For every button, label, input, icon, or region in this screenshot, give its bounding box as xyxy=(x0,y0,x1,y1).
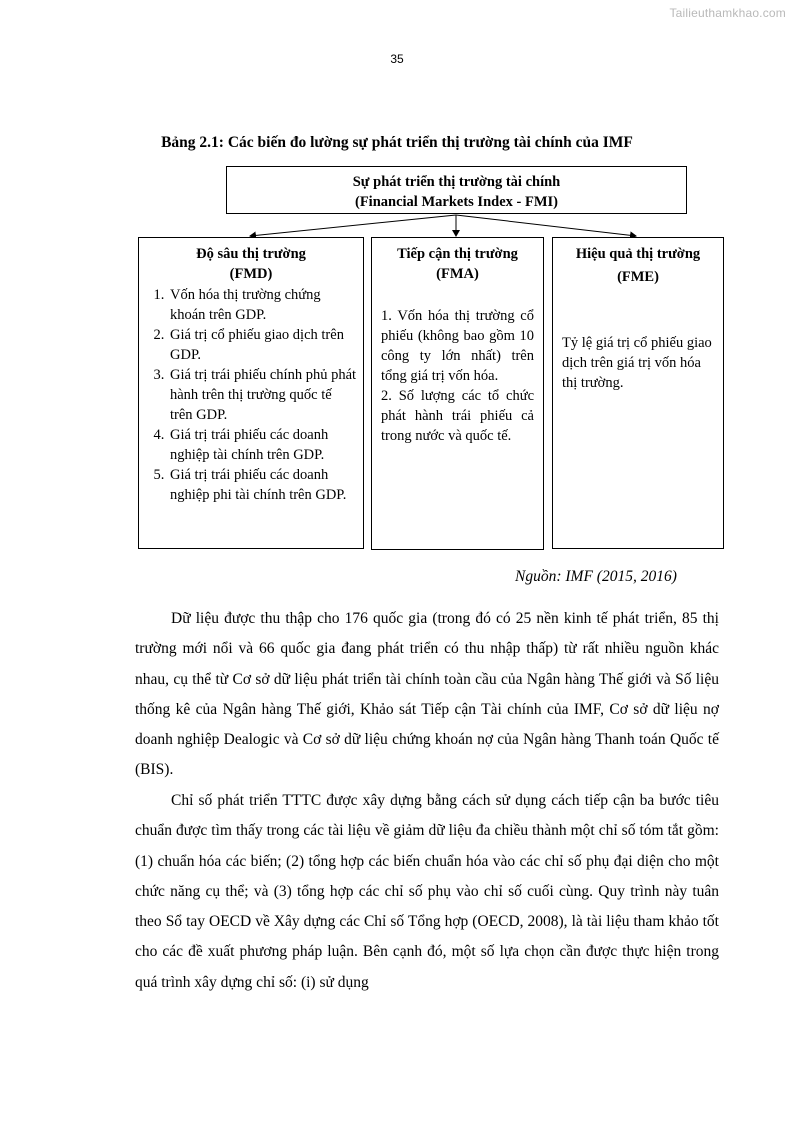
fme-code: (FME) xyxy=(617,269,659,285)
fmd-list xyxy=(139,285,363,505)
paragraph-2 xyxy=(135,786,719,998)
fma-code: (FMA) xyxy=(436,266,479,282)
source-note: Nguồn: IMF (2015, 2016) xyxy=(515,568,677,585)
fmd-item: 5. Giá trị trái phiếu các doanh nghiệp phi tài chính trên GDP. xyxy=(168,465,357,505)
fmd-title: Độ sâu thị trường xyxy=(196,246,306,262)
fma-title: Tiếp cận thị trường xyxy=(397,246,518,262)
fmd-item: 1. Vốn hóa thị trường chứng khoán trên GDP. xyxy=(168,285,357,325)
fmd-box xyxy=(138,237,364,549)
fma-item-1: 1. Vốn hóa thị trường cổ phiếu (không bao gồm 10 công ty lớn nhất) trên tổng giá trị vốn hóa. xyxy=(381,308,534,384)
fme-box xyxy=(552,237,724,549)
fma-box xyxy=(371,237,544,550)
paragraph-1-text: Dữ liệu được thu thập cho 176 quốc gia (trong đó có 25 nền kinh tế phát triển, 85 thị trường mới nổi và 66 quốc gia đang phát triển có thu nhập thấp) từ rất nhiều nguồn khác nhau, cụ thể từ Cơ sở dữ liệu phát triển tài chính toàn cầu của Ngân hàng Thế giới và Số liệu thống kê của Ngân hàng Thế giới, Khảo sát Tiếp cận Tài chính của IMF, Cơ sở dữ liệu nợ doanh nghiệp Dealogic và Cơ sở dữ liệu chứng khoán nợ của Ngân hàng Thanh toán Quốc tế (BIS). xyxy=(135,610,719,779)
fmd-item: 2. Giá trị cổ phiếu giao dịch trên GDP. xyxy=(168,325,357,365)
fmd-item: 4. Giá trị trái phiếu các doanh nghiệp tài chính trên GDP. xyxy=(168,425,357,465)
paragraph-2-text: Chỉ số phát triển TTTC được xây dựng bằng cách sử dụng cách tiếp cận ba bước tiêu chuẩn được tìm thấy trong các tài liệu về giảm dữ liệu đa chiều thành một chỉ số tóm tắt gồm: (1) chuẩn hóa các biến; (2) tổng hợp các biến chuẩn hóa vào các chỉ số phụ đại diện cho một chức năng cụ thể; và (3) tổng hợp các chỉ số phụ vào chỉ số cuối cùng. Quy trình này tuân theo Sổ tay OECD về Xây dựng các Chỉ số Tổng hợp (OECD, 2008), là tài liệu tham khảo tốt cho các đề xuất phương pháp luận. Bên cạnh đó, một số lựa chọn cần được thực hiện trong quá trình xây dựng chỉ số: (i) sử dụng xyxy=(135,792,719,991)
table-caption: Bảng 2.1: Các biến đo lường sự phát triển thị trường tài chính của IMF xyxy=(161,134,633,151)
arrow-to-fmd xyxy=(250,215,456,236)
diagram-connectors xyxy=(0,0,794,260)
fma-item-2: 2. Số lượng các tổ chức phát hành trái phiếu cả trong nước và quốc tế. xyxy=(381,388,534,444)
fmd-code: (FMD) xyxy=(229,266,273,282)
arrow-to-fme xyxy=(456,215,636,236)
page-number: 35 xyxy=(390,52,404,66)
fmi-title: Sự phát triển thị trường tài chính xyxy=(352,174,561,190)
fmi-subtitle: (Financial Markets Index - FMI) xyxy=(355,194,558,210)
fmd-item: 3. Giá trị trái phiếu chính phủ phát hành trên thị trường quốc tế trên GDP. xyxy=(168,365,357,425)
watermark: Tailieuthamkhao.com xyxy=(669,6,786,20)
fme-text: Tỷ lệ giá trị cổ phiếu giao dịch trên giá trị vốn hóa thị trường. xyxy=(562,335,712,391)
fmi-root-box xyxy=(226,166,687,214)
paragraph-1 xyxy=(135,604,719,786)
fme-title: Hiệu quả thị trường xyxy=(575,246,701,262)
